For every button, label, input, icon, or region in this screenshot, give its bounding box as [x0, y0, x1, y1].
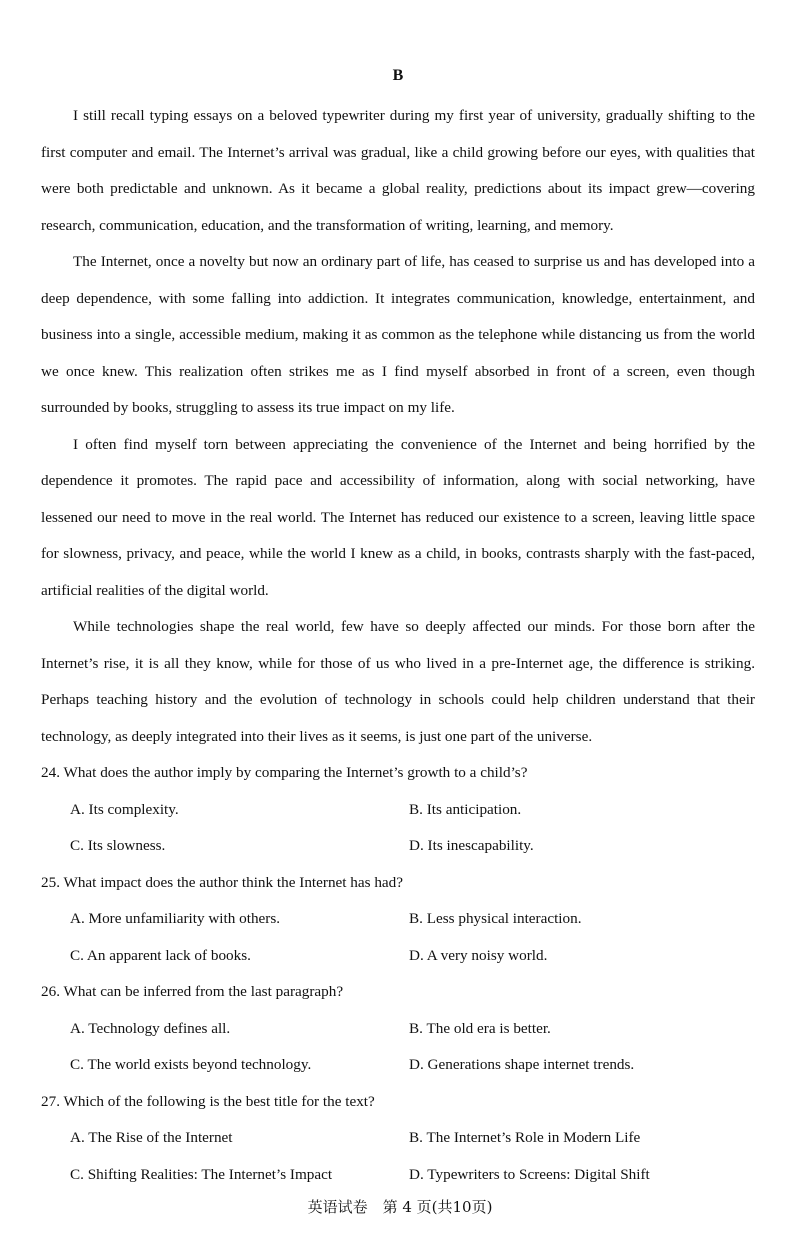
- option-b: B. The Internet’s Role in Modern Life: [409, 1129, 641, 1146]
- page-footer: 英语试卷 第 4 页(共10页): [307, 1198, 493, 1216]
- option-c: C. The world exists beyond technology.: [70, 1056, 312, 1073]
- options: [41, 1120, 755, 1193]
- option-b: B. The old era is better.: [409, 1019, 551, 1037]
- paragraph-4: While technologies shape the real world, few have so deeply affected our minds. For those born after the Internet’s rise, it is all they know, while for those of us who lived in a pre-Internet age, the difference is striking. Perhaps teaching history and the evolution of technology in schools could help children understand that their technology, as deeply integrated into their lives as it seems, is just one part of the universe.: [41, 618, 755, 745]
- options: [41, 1011, 755, 1084]
- option-a: A. More unfamiliarity with others.: [70, 910, 281, 927]
- option-a: A. Technology defines all.: [70, 1019, 231, 1037]
- question-text: 27. Which of the following is the best title for the text?: [41, 1092, 375, 1110]
- paragraph-3: I often find myself torn between appreciating the convenience of the Internet and being horrified by the dependence it promotes. The rapid pace and accessibility of information, along with social networking, have lessened our need to move in the real world. The Internet has reduced our existence to a screen, leaving little space for slowness, privacy, and peace, while the world I knew as a child, in books, contrasts sharply with the fast-paced, artificial realities of the digital world.: [41, 435, 755, 599]
- option-c: C. Its slowness.: [70, 837, 166, 854]
- options: [41, 901, 755, 974]
- option-c: C. An apparent lack of books.: [70, 946, 251, 964]
- paragraph-2: The Internet, once a novelty but now an ordinary part of life, has ceased to surprise us and has developed into a deep dependence, with some falling into addiction. It integrates communication, knowledge, entertainment, and business into a single, accessible medium, making it as common as the telephone while distancing us from the world we once knew. This realization often strikes me as I find myself absorbed in front of a screen, even though surrounded by books, struggling to assess its true impact on my life.: [41, 253, 755, 416]
- question-26: [41, 974, 755, 1084]
- paragraph-1: I still recall typing essays on a beloved typewriter during my first year of university, gradually shifting to the first computer and email. The Internet’s arrival was gradual, like a child growing before our eyes, with qualities that were both predictable and unknown. As it became a global reality, predictions about its impact grew—covering research, communication, education, and the transformation of writing, learning, and memory.: [41, 107, 755, 234]
- option-d: D. Its inescapability.: [409, 837, 534, 854]
- option-b: B. Less physical interaction.: [409, 910, 582, 927]
- option-d: D. A very noisy world.: [409, 946, 548, 964]
- option-c: C. Shifting Realities: The Internet’s Impact: [70, 1165, 333, 1183]
- option-d: D. Typewriters to Screens: Digital Shift: [409, 1165, 650, 1183]
- option-a: A. Its complexity.: [70, 800, 179, 818]
- question-text: 24. What does the author imply by comparing the Internet’s growth to a child’s?: [41, 764, 528, 781]
- question-27: [41, 1084, 755, 1194]
- option-b: B. Its anticipation.: [409, 800, 522, 818]
- question-25: [41, 865, 755, 975]
- question-24: [41, 755, 755, 865]
- option-d: D. Generations shape internet trends.: [409, 1056, 635, 1073]
- question-text: 26. What can be inferred from the last paragraph?: [41, 983, 344, 1000]
- options: [41, 792, 755, 865]
- option-a: A. The Rise of the Internet: [70, 1129, 233, 1146]
- section-title: B: [392, 67, 404, 84]
- question-text: 25. What impact does the author think the Internet has had?: [41, 873, 404, 891]
